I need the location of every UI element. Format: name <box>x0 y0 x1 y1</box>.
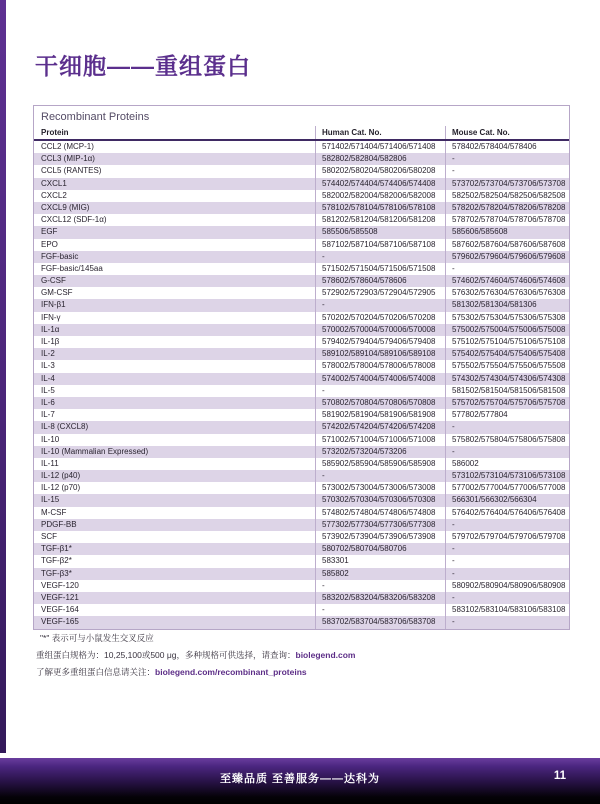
table-row <box>34 555 569 567</box>
human-cell: 580702/580704/580706 <box>315 543 445 555</box>
human-cell: 577302/577304/577306/577308 <box>315 519 445 531</box>
protein-cell: VEGF-165 <box>41 617 79 627</box>
mouse-cell: 575702/575704/575706/575708 <box>445 397 569 409</box>
table-row <box>34 263 569 275</box>
mouse-cell: 577002/577004/577006/577008 <box>445 482 569 494</box>
mouse-cell: - <box>445 568 569 580</box>
footer-slogan: 至臻品质 至善服务——达科为 <box>219 773 381 785</box>
human-cell: 574402/574404/574406/574408 <box>315 178 445 190</box>
footnote-sizes-text: 重组蛋白规格为：10,25,100或500 μg，多种规格可供选择，请查询： <box>36 650 296 660</box>
footnote-cross-reactivity: "*" 表示可与小鼠发生交叉反应 <box>40 633 154 643</box>
page-number: 11 <box>553 770 566 782</box>
human-cell: 589102/589104/589106/589108 <box>315 348 445 360</box>
protein-cell: M-CSF <box>41 507 67 517</box>
table-row <box>34 190 569 202</box>
mouse-cell: 578402/578404/578406 <box>445 141 569 153</box>
table-row <box>34 312 569 324</box>
mouse-cell: 578202/578204/578206/578208 <box>445 202 569 214</box>
table-row <box>34 543 569 555</box>
table-row <box>34 519 569 531</box>
table-header-row <box>34 126 569 141</box>
protein-cell: CXCL12 (SDF-1α) <box>41 215 107 225</box>
mouse-cell: 578702/578704/578706/578708 <box>445 214 569 226</box>
mouse-cell: 575002/575004/575006/575008 <box>445 324 569 336</box>
human-cell: 585506/585508 <box>315 226 445 238</box>
mouse-cell: 574302/574304/574306/574308 <box>445 373 569 385</box>
human-cell: 582002/582004/582006/582008 <box>315 190 445 202</box>
human-cell: 583301 <box>315 555 445 567</box>
mouse-cell: - <box>445 153 569 165</box>
mouse-cell: 574602/574604/574606/574608 <box>445 275 569 287</box>
human-cell: 571402/571404/571406/571408 <box>315 141 445 153</box>
page-title: 干细胞——重组蛋白 <box>35 53 251 79</box>
mouse-cell: 575402/575404/575406/575408 <box>445 348 569 360</box>
protein-cell: TGF-β1* <box>41 544 72 554</box>
table-row <box>34 299 569 311</box>
protein-cell: CCL3 (MIP-1α) <box>41 154 95 164</box>
table-row <box>34 348 569 360</box>
table-section-title: Recombinant Proteins <box>41 111 150 123</box>
protein-cell: PDGF-BB <box>41 519 77 529</box>
table-row <box>34 507 569 519</box>
biolegend-link[interactable]: biolegend.com <box>295 650 356 660</box>
footnote-more-info-text: 了解更多重组蛋白信息请关注： <box>36 667 156 677</box>
protein-cell: IFN-β1 <box>41 300 66 310</box>
mouse-cell: 576302/576304/576306/576308 <box>445 287 569 299</box>
human-cell: 571502/571504/571506/571508 <box>315 263 445 275</box>
mouse-cell: 579702/579704/579706/579708 <box>445 531 569 543</box>
protein-cell: IL-12 (p70) <box>41 483 81 493</box>
protein-cell: IL-5 <box>41 385 55 395</box>
table-row <box>34 141 569 153</box>
protein-cell: IL-15 <box>41 495 60 505</box>
protein-cell: CCL5 (RANTES) <box>41 166 102 176</box>
protein-cell: IL-3 <box>41 361 55 371</box>
table-row <box>34 434 569 446</box>
mouse-cell: - <box>445 263 569 275</box>
protein-cell: IFN-γ <box>41 312 61 322</box>
protein-cell: CCL2 (MCP-1) <box>41 142 94 151</box>
recombinant-proteins-table <box>33 105 570 630</box>
human-cell: 578002/578004/578006/578008 <box>315 360 445 372</box>
protein-cell: IL-11 <box>41 458 59 468</box>
mouse-cell: 575102/575104/575106/575108 <box>445 336 569 348</box>
mouse-cell: 581302/581304/581306 <box>445 299 569 311</box>
footnotes <box>36 630 556 681</box>
table-row <box>34 458 569 470</box>
human-cell: 570002/570004/570006/570008 <box>315 324 445 336</box>
human-cell: 580202/580204/580206/580208 <box>315 165 445 177</box>
mouse-cell: 575802/575804/575806/575808 <box>445 434 569 446</box>
mouse-cell: 581502/581504/581506/581508 <box>445 385 569 397</box>
mouse-cell: 586002 <box>445 458 569 470</box>
protein-cell: IL-7 <box>41 410 55 420</box>
protein-cell: EPO <box>41 239 58 249</box>
human-cell: 585802 <box>315 568 445 580</box>
mouse-cell: 575502/575504/575506/575508 <box>445 360 569 372</box>
table-row <box>34 239 569 251</box>
protein-cell: IL-4 <box>41 373 55 383</box>
table-row <box>34 421 569 433</box>
mouse-cell: 576402/576404/576406/576408 <box>445 507 569 519</box>
human-cell: 574002/574004/574006/574008 <box>315 373 445 385</box>
protein-cell: IL-6 <box>41 397 55 407</box>
human-cell: 578102/578104/578106/578108 <box>315 202 445 214</box>
table-row <box>34 373 569 385</box>
human-cell: 585902/585904/585906/585908 <box>315 458 445 470</box>
mouse-cell: 573702/573704/573706/573708 <box>445 178 569 190</box>
human-cell: 570202/570204/570206/570208 <box>315 312 445 324</box>
mouse-cell: 580902/580904/580906/580908 <box>445 580 569 592</box>
table-row <box>34 287 569 299</box>
human-cell: 571002/571004/571006/571008 <box>315 434 445 446</box>
table-row <box>34 482 569 494</box>
mouse-cell: 575302/575304/575306/575308 <box>445 312 569 324</box>
protein-cell: VEGF-164 <box>41 605 79 615</box>
human-cell: - <box>315 251 445 263</box>
table-row <box>34 178 569 190</box>
column-header-protein: Protein <box>41 128 69 137</box>
human-cell: 570302/570304/570306/570308 <box>315 494 445 506</box>
protein-cell: VEGF-120 <box>41 580 79 590</box>
table-row <box>34 165 569 177</box>
table-body <box>34 141 569 629</box>
mouse-cell: - <box>445 165 569 177</box>
footer-bar <box>0 758 600 804</box>
human-cell: 570802/570804/570806/570808 <box>315 397 445 409</box>
table-row <box>34 446 569 458</box>
human-cell: 573002/573004/573006/573008 <box>315 482 445 494</box>
protein-cell: IL-2 <box>41 349 55 359</box>
human-cell: 587102/587104/587106/587108 <box>315 239 445 251</box>
footnote-more-info <box>36 664 556 681</box>
mouse-cell: - <box>445 446 569 458</box>
mouse-cell: 583102/583104/583106/583108 <box>445 604 569 616</box>
protein-cell: IL-12 (p40) <box>41 471 81 481</box>
human-cell: - <box>315 604 445 616</box>
table-row <box>34 324 569 336</box>
table-row <box>34 153 569 165</box>
human-cell: - <box>315 470 445 482</box>
human-cell: 581902/581904/581906/581908 <box>315 409 445 421</box>
protein-cell: IL-8 (CXCL8) <box>41 422 89 432</box>
protein-cell: FGF-basic <box>41 251 79 261</box>
column-header-mouse-cat-no: Mouse Cat. No. <box>445 126 569 139</box>
mouse-cell: - <box>445 555 569 567</box>
mouse-cell: 573102/573104/573106/573108 <box>445 470 569 482</box>
mouse-cell: 585606/585608 <box>445 226 569 238</box>
human-cell: 578602/578604/578606 <box>315 275 445 287</box>
table-row <box>34 580 569 592</box>
mouse-cell: - <box>445 616 569 628</box>
human-cell: 579402/579404/579406/579408 <box>315 336 445 348</box>
table-row <box>34 531 569 543</box>
table-row <box>34 397 569 409</box>
human-cell: - <box>315 385 445 397</box>
human-cell: 572902/572903/572904/572905 <box>315 287 445 299</box>
table-row <box>34 275 569 287</box>
table-row <box>34 385 569 397</box>
protein-cell: IL-10 <box>41 434 60 444</box>
human-cell: 583702/583704/583706/583708 <box>315 616 445 628</box>
protein-cell: IL-1α <box>41 324 60 334</box>
mouse-cell: 566301/566302/566304 <box>445 494 569 506</box>
recombinant-proteins-link[interactable]: biolegend.com/recombinant_proteins <box>155 667 307 677</box>
table-row <box>34 214 569 226</box>
human-cell: 573902/573904/573906/573908 <box>315 531 445 543</box>
mouse-cell: 577802/577804 <box>445 409 569 421</box>
human-cell: 574802/574804/574806/574808 <box>315 507 445 519</box>
protein-cell: VEGF-121 <box>41 592 79 602</box>
protein-cell: SCF <box>41 532 57 541</box>
human-cell: 582802/582804/582806 <box>315 153 445 165</box>
footnote-sizes <box>36 647 556 664</box>
table-row <box>34 592 569 604</box>
table-row <box>34 251 569 263</box>
human-cell: 573202/573204/573206 <box>315 446 445 458</box>
protein-cell: TGF-β3* <box>41 568 72 578</box>
human-cell: 583202/583204/583206/583208 <box>315 592 445 604</box>
protein-cell: IL-10 (Mammalian Expressed) <box>41 446 149 456</box>
protein-cell: G-CSF <box>41 276 66 286</box>
table-row <box>34 409 569 421</box>
protein-cell: CXCL2 <box>41 190 67 200</box>
page-edge-stripe <box>0 0 6 753</box>
table-row <box>34 470 569 482</box>
human-cell: 581202/581204/581206/581208 <box>315 214 445 226</box>
mouse-cell: - <box>445 421 569 433</box>
table-row <box>34 226 569 238</box>
table-row <box>34 604 569 616</box>
protein-cell: EGF <box>41 227 58 237</box>
human-cell: - <box>315 580 445 592</box>
protein-cell: GM-CSF <box>41 288 73 298</box>
mouse-cell: - <box>445 592 569 604</box>
table-row <box>34 360 569 372</box>
table-row <box>34 616 569 628</box>
mouse-cell: - <box>445 543 569 555</box>
protein-cell: FGF-basic/145aa <box>41 263 103 273</box>
table-row <box>34 568 569 580</box>
human-cell: - <box>315 299 445 311</box>
protein-cell: TGF-β2* <box>41 556 72 566</box>
table-row <box>34 494 569 506</box>
mouse-cell: - <box>445 519 569 531</box>
human-cell: 574202/574204/574206/574208 <box>315 421 445 433</box>
column-header-human-cat-no: Human Cat. No. <box>315 126 445 139</box>
mouse-cell: 582502/582504/582506/582508 <box>445 190 569 202</box>
protein-cell: IL-1β <box>41 337 60 346</box>
table-row <box>34 336 569 348</box>
mouse-cell: 587602/587604/587606/587608 <box>445 239 569 251</box>
protein-cell: CXCL1 <box>41 178 67 188</box>
mouse-cell: 579602/579604/579606/579608 <box>445 251 569 263</box>
table-row <box>34 202 569 214</box>
protein-cell: CXCL9 (MIG) <box>41 202 90 212</box>
